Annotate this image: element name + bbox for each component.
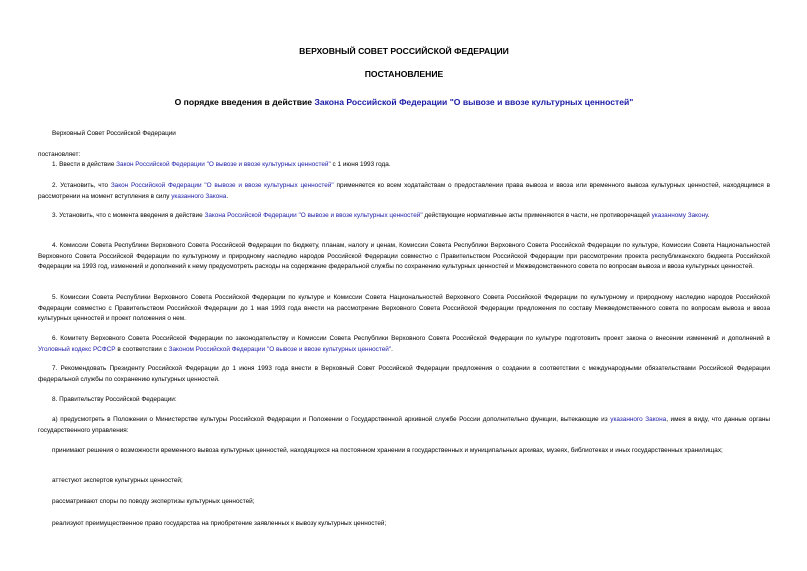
- p1-text-end: с 1 июня 1993 года.: [330, 161, 391, 168]
- paragraph-6: [38, 334, 770, 355]
- title-prefix: О порядке введения в действие: [174, 97, 315, 107]
- p2-text: 2. Установить, что: [52, 182, 111, 189]
- p1-law-link[interactable]: Закон Российской Федерации "О вывозе и ввозе культурных ценностей": [116, 161, 331, 168]
- paragraph-8a: [38, 415, 770, 436]
- p8a-law-link[interactable]: указанного Закона: [610, 416, 667, 423]
- paragraph-5: 5. Комиссии Совета Республики Верховного Совета Российской Федерации по культуре и Комиссии Совета Национальностей Верховного Совета Российской Федерации по культурному и природному наследию народов Российской Федерации совместно с Правительством Российской Федерации до 1 мая 1993 года внести на рассмотрение Верховного Совета Российской Федерации предложения по составу Межведомственного совета по вопросам вывоза и ввоза культурных ценностей и проект положения о нем.: [38, 294, 770, 323]
- paragraph-8: 8. Правительству Российской Федерации:: [52, 396, 177, 403]
- bullet-disputes: рассматривают споры по поводу экспертизы культурных ценностей;: [52, 498, 255, 505]
- p6-text-mid: в соответствии с: [115, 345, 169, 353]
- intro-paragraph: Верховный Совет Российской Федерации: [52, 130, 176, 137]
- p3-law-link-2[interactable]: указанному Закону: [651, 212, 708, 219]
- p2-text-mid: применяется ко всем ходатайствам о предоставлении права вывоза и ввоза или временного вывоза культурных ценностей, находящимся в рассмотрении на момент вступления в силу: [38, 182, 770, 200]
- p6-text-end: .: [391, 345, 393, 353]
- title-law-link[interactable]: Закона Российской Федерации "О вывозе и ввозе культурных ценностей": [314, 97, 634, 107]
- p2-law-link[interactable]: Закон Российской Федерации "О вывозе и ввозе культурных ценностей": [110, 182, 334, 189]
- issuing-authority: ВЕРХОВНЫЙ СОВЕТ РОССИЙСКОЙ ФЕДЕРАЦИИ: [299, 46, 509, 56]
- p1-text: 1. Ввести в действие: [52, 161, 117, 168]
- bullet-preemptive-right: реализуют преимущественное право государства на приобретение заявленных к вывозу культурных ценностей;: [52, 520, 387, 527]
- resolves-line: постановляет:: [38, 151, 81, 158]
- bullet-certify-experts: аттестуют экспертов культурных ценностей;: [52, 477, 183, 484]
- paragraph-7: 7. Рекомендовать Президенту Российской Федерации до 1 июня 1993 года внести в Верховный Совет Российской Федерации предложения о создании в соответствии с международными обязательствами Российской Федерации федеральной службы по сохранению культурных ценностей.: [38, 365, 770, 383]
- p3-text-end: .: [707, 212, 710, 219]
- document-type: ПОСТАНОВЛЕНИЕ: [364, 69, 444, 79]
- p6-text: 6. Комитету Верховного Совета Российской Федерации по законодательству и Комиссии Совета Республики Верховного Совета Российской Федерации по культуре подготовить проект закона о внесении изменений и дополнений в: [52, 335, 770, 342]
- p8a-text-end: , имея в виду, что данные органы государственного управления:: [38, 416, 770, 434]
- paragraph-2: [38, 181, 770, 202]
- p3-text-mid: действующие нормативные акты применяются в части, не противоречащей: [422, 212, 652, 219]
- p6-law-link[interactable]: Законом Российской Федерации "О вывозе и ввозе культурных ценностей": [168, 345, 392, 353]
- p2-law-link-2[interactable]: указанного Закона: [171, 192, 227, 200]
- paragraph-3: [38, 211, 770, 222]
- paragraph-1: [38, 160, 770, 171]
- p2-text-end: .: [226, 192, 229, 200]
- paragraph-4: 4. Комиссии Совета Республики Верховного Совета Российской Федерации по бюджету, планам, налогу и ценам, Комиссии Совета Республики Верховного Совета Российской Федерации по культуре, Комиссии Совета Национальностей Верховного Совета Российской Федерации по культурному и природному наследию народов Российской Федерации совместно с Правительством Российской Федерации при рассмотрении проекта республиканского бюджета Российской Федерации на 1993 год, изменений и дополнений к нему предусмотреть расходы на содержание федеральной службы по сохранению культурных ценностей и Межведомственного совета по вопросам вывоза и ввоза культурных ценностей.: [38, 242, 770, 271]
- p8a-text: а) предусмотреть в Положении о Министерстве культуры Российской Федерации и Положении о Государственной архивной службе России дополнительно функции, вытекающие из: [52, 416, 611, 423]
- document-title: [38, 97, 770, 107]
- p3-law-link[interactable]: Закона Российской Федерации "О вывозе и ввозе культурных ценностей": [204, 212, 423, 219]
- p6-code-link[interactable]: Уголовный кодекс РСФСР: [38, 345, 116, 353]
- bullet-temporary-export: принимают решения о возможности временного вывоза культурных ценностей, находящихся на постоянном хранении в государственных и муниципальных архивах, музеях, библиотеках и иных государственных хранилищах;: [52, 447, 723, 454]
- p3-text: 3. Установить, что с момента введения в действие: [52, 212, 205, 219]
